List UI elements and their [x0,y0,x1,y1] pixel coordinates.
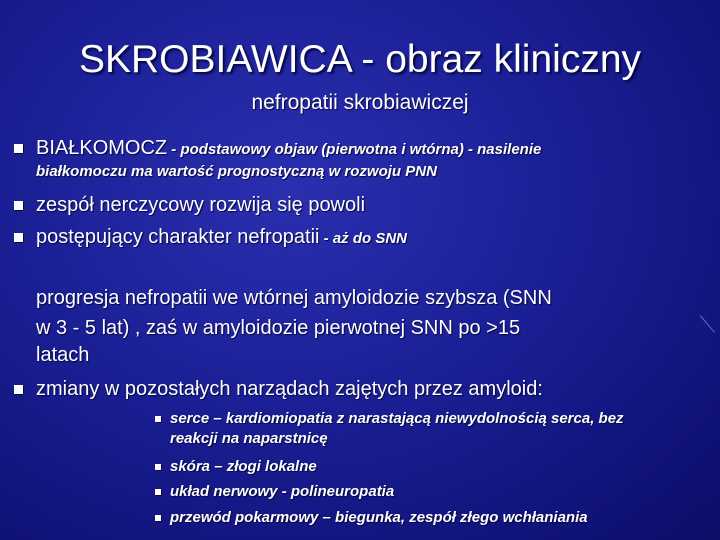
bullet-icon [14,201,23,210]
subitem-heart-line-2: reakcji na naparstnicę [170,430,328,447]
slide-subtitle: nefropatii skrobiawiczej [251,91,469,114]
paragraph-line-2: w 3 - 5 lat) , zaś w amyloidozie pierwotnej SNN po >15 [36,317,521,339]
bullet-main-text: BIAŁKOMOCZ [36,137,168,159]
bullet-icon [14,144,23,153]
sub-bullet-icon [155,515,161,521]
paragraph-line-1: progresja nefropatii we wtórnej amyloidozie szybsza (SNN [36,287,552,309]
bullet-item-nephrotic-syndrome: zespół nerczycowy rozwija się powoli [36,194,366,216]
subitem-gastrointestinal: przewód pokarmowy – biegunka, zespół złego wchłaniania [170,509,588,526]
bullet-icon [14,233,23,242]
sub-bullet-icon [155,464,161,470]
paragraph-line-3: latach [36,344,90,366]
bullet-main-text: postępujący charakter nefropatii [36,226,320,248]
bullet-item-proteinuria [36,136,541,160]
slide-title: SKROBIAWICA - obraz kliniczny [78,38,642,81]
bullet-icon [14,385,23,394]
bullet-item-other-organs: zmiany w pozostałych narządach zajętych przez amyloid: [36,378,543,400]
bullet-item-progressive-nephropathy [36,225,407,249]
sub-bullet-icon [155,489,161,495]
sub-bullet-icon [155,416,161,422]
decorative-line [700,315,715,332]
bullet-detail-continuation: białkomoczu ma wartość prognostyczną w rozwoju PNN [36,163,437,180]
bullet-detail-text: - aż do SNN [319,230,408,247]
subitem-skin: skóra – złogi lokalne [170,458,317,475]
subitem-heart-line-1: serce – kardiomiopatia z narastającą niewydolnością serca, bez [170,410,624,427]
subitem-nervous-system: układ nerwowy - polineuropatia [170,483,395,500]
bullet-detail-text: - podstawowy objaw (pierwotna i wtórna) - nasilenie [167,141,542,158]
